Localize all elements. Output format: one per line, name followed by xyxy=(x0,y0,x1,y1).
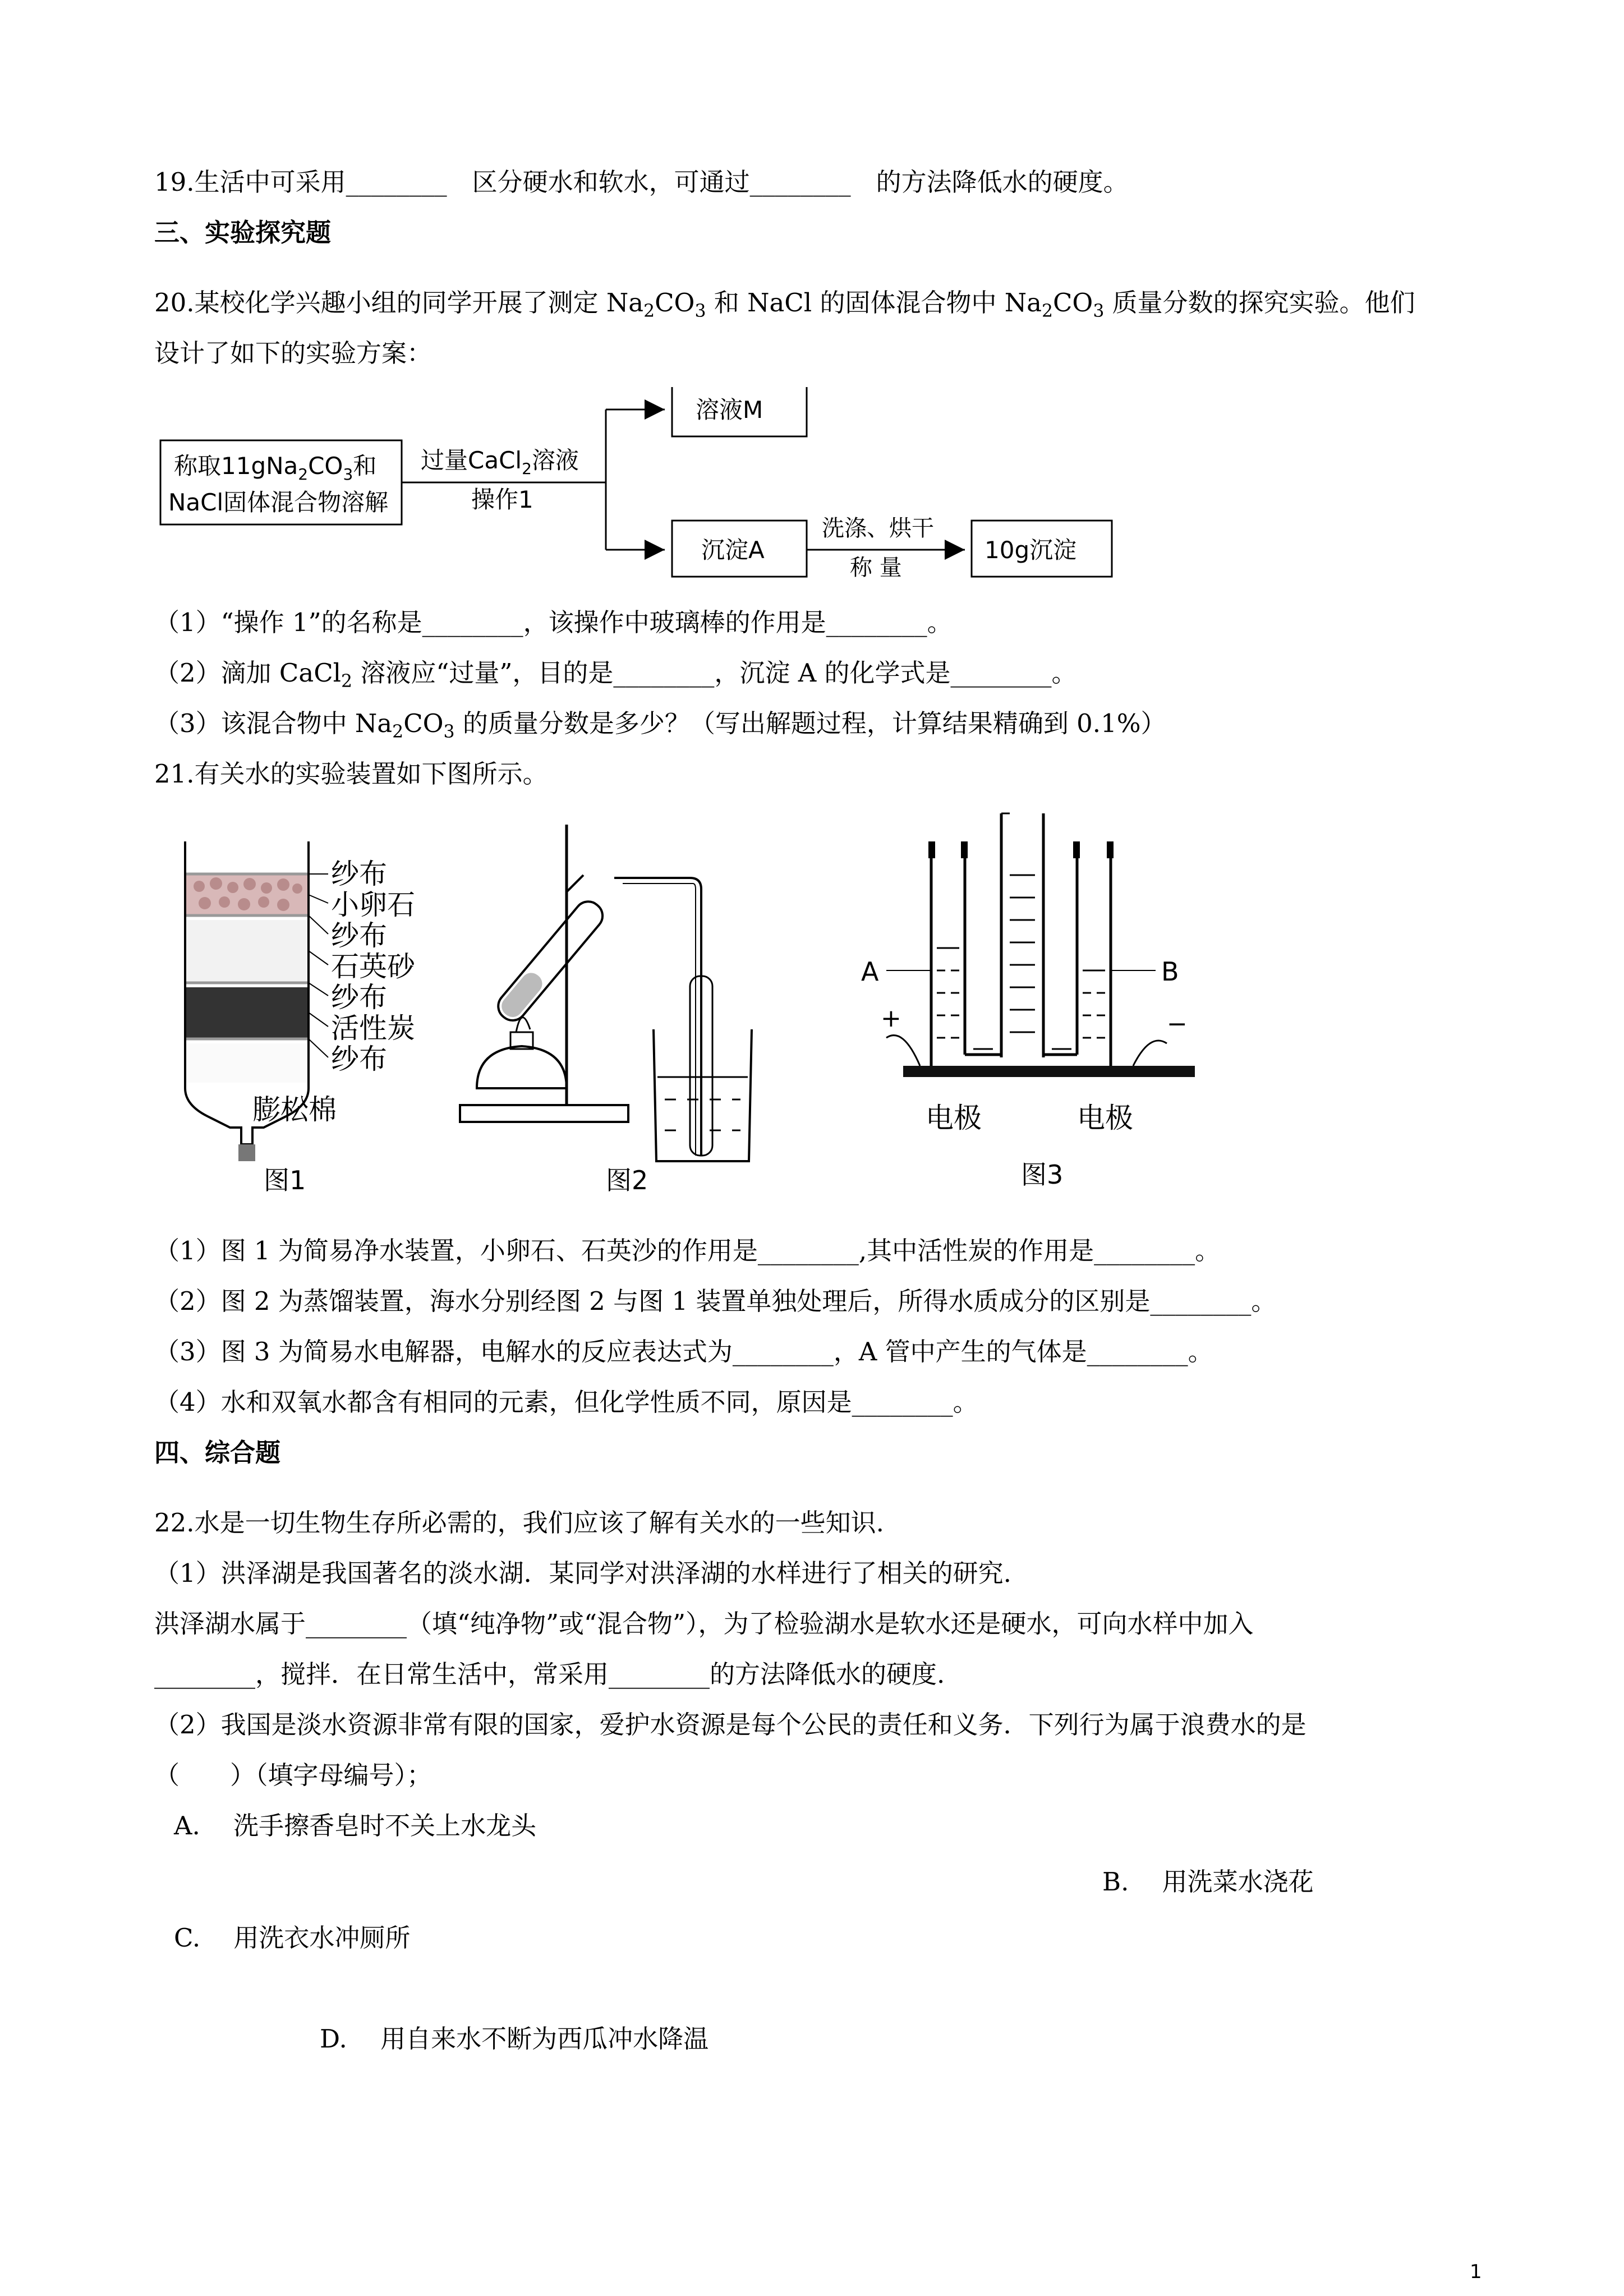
q21-part2: （2）图 2 为蒸馏装置，海水分别经图 2 与图 1 装置单独处理后，所得水质成分的区别是________。 xyxy=(154,1286,1277,1316)
fig1-label-gauze-2: 纱布 xyxy=(331,919,387,952)
q20-line2: 设计了如下的实验方案： xyxy=(154,338,433,368)
fig3-caption: 图3 xyxy=(1021,1159,1064,1190)
flow-precipitate-a-label: 沉淀A xyxy=(701,536,765,564)
flow-solution-m-label: 溶液M xyxy=(696,396,763,424)
section-3-heading: 三、实验探究题 xyxy=(154,218,332,247)
q22-line5: （2）我国是淡水资源非常有限的国家，爱护水资源是每个公民的责任和义务．下列行为属于浪费水的是 xyxy=(154,1710,1306,1740)
fig3-label-b: B xyxy=(1161,956,1179,987)
fig1-caption: 图1 xyxy=(264,1165,306,1195)
q22-line3: 洪泽湖水属于________（填“纯净物”或“混合物”），为了检验湖水是软水还是硬水，可向水样中加入 xyxy=(154,1609,1254,1639)
q22-line1: 22.水是一切生物生存所必需的，我们应该了解有关水的一些知识. xyxy=(154,1508,884,1538)
q20-part1: （1）“操作 1”的名称是________，该操作中玻璃棒的作用是________。 xyxy=(154,608,953,637)
q22-option-c: C. 用洗衣水冲厕所 xyxy=(174,1923,411,1953)
fig1-label-quartz-sand: 石英砂 xyxy=(331,950,415,983)
fig3-plus: + xyxy=(881,1004,901,1033)
q22-line2: （1）洪泽湖是我国著名的淡水湖．某同学对洪泽湖的水样进行了相关的研究. xyxy=(154,1558,1011,1588)
fig3-electrode-right: 电极 xyxy=(1077,1102,1133,1134)
q21-part4: （4）水和双氧水都含有相同的元素，但化学性质不同，原因是________。 xyxy=(154,1387,978,1417)
q22-line6: （ ）（填字母编号）； xyxy=(154,1760,433,1790)
q19-text: 19.生活中可采用________ 区分硬水和软水，可通过________ 的方法降低水的硬度。 xyxy=(154,167,1129,197)
q21-part1: （1）图 1 为简易净水装置，小卵石、石英沙的作用是________,其中活性炭的作用是________。 xyxy=(154,1236,1221,1266)
fig3-electrode-left: 电极 xyxy=(926,1102,982,1134)
fig1-label-activated-carbon: 活性炭 xyxy=(331,1012,415,1045)
q22-option-a: A. 洗手擦香皂时不关上水龙头 xyxy=(174,1811,537,1841)
q22-option-b: B. 用洗菜水浇花 xyxy=(1102,1867,1314,1897)
q20-part3: （3）该混合物中 $Na_2CO_3$ 的质量分数是多少？（写出解题过程，计算结果精确到 0.1%） xyxy=(154,708,1166,742)
fig1-label-gauze-4: 纱布 xyxy=(331,1043,387,1075)
q22-line4: ________，搅拌．在日常生活中，常采用________的方法降低水的硬度. xyxy=(154,1659,945,1689)
fig1-label-pebbles: 小卵石 xyxy=(331,889,415,921)
section-4-heading: 四、综合题 xyxy=(154,1438,281,1467)
q21-part3: （3）图 3 为简易水电解器，电解水的反应表达式为________，A 管中产生的气体是________。 xyxy=(154,1337,1213,1366)
fig3-label-a: A xyxy=(861,956,879,987)
page-number: 1 xyxy=(1470,2261,1482,2283)
q20-flowchart xyxy=(157,387,1128,583)
q20-part2: （2）滴加 CaCl$_2$ 溶液应“过量”，目的是________，沉淀 A 的化学式是________。 xyxy=(154,658,1077,692)
flow-weigh-label: 称 量 xyxy=(850,555,902,581)
q20-line1: 20.某校化学兴趣小组的同学开展了测定 $Na_2CO_3$ 和 NaCl 的固体混合物中 $Na_2CO_3$ 质量分数的探究实验。他们 xyxy=(154,288,1415,321)
fig3-minus: − xyxy=(1167,1010,1188,1038)
fig1-label-cotton: 膨松棉 xyxy=(252,1093,337,1126)
q22-option-d: D. 用自来水不断为西瓜冲水降温 xyxy=(320,2024,709,2054)
q21-title: 21.有关水的实验装置如下图所示。 xyxy=(154,759,548,789)
flow-result-label: 10g沉淀 xyxy=(984,536,1077,564)
flow-reagent-label: 过量CaCl$_2$溶液 xyxy=(421,447,579,478)
figure-2-distillation xyxy=(454,808,802,1212)
flow-start-line1: 称取$11gNa_2CO_3$和 xyxy=(174,452,377,484)
fig1-label-gauze-3: 纱布 xyxy=(331,981,387,1014)
fig2-caption: 图2 xyxy=(606,1165,648,1195)
flow-wash-label: 洗涤、烘干 xyxy=(822,516,934,541)
flow-start-line2: NaCl固体混合物溶解 xyxy=(168,489,389,516)
figure-3-electrolysis xyxy=(853,802,1212,1212)
flow-operation-label: 操作1 xyxy=(471,486,533,513)
figure-1-water-filter xyxy=(168,830,460,1212)
fig1-label-gauze-1: 纱布 xyxy=(331,858,387,890)
